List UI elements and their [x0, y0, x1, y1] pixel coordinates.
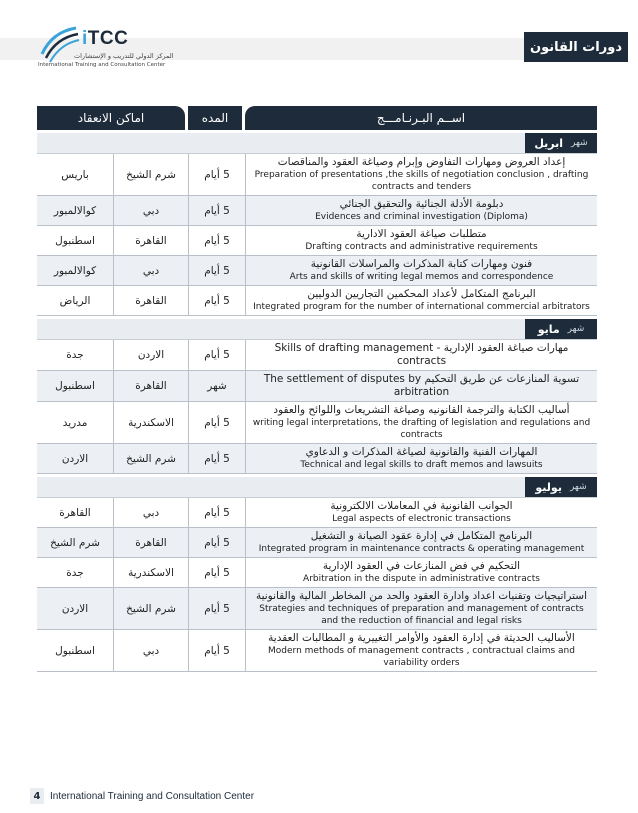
duration-cell: 5 أيام — [188, 154, 245, 195]
table-row — [37, 402, 597, 444]
program-name-ar: فنون ومهارات كتابة المذكرات والمراسلات القانونية — [310, 258, 533, 270]
program-name-ar: البرنامج المتكامل لأعداد المحكمين التجاريين الدوليين — [307, 288, 536, 300]
program-name-ar: تسوية المنازعات عن طريق التحكيم The settlement of disputes by arbitration — [263, 373, 580, 398]
table-row — [37, 498, 597, 528]
month-name: مايو — [537, 322, 560, 336]
program-name-ar: أساليب الكتابة والترجمة القانونيه وصياغة التشريعات واللوائح والعقود — [273, 404, 570, 416]
header-duration: المده — [188, 106, 242, 130]
program-name-en: Arts and skills of writing legal memos and correspondence — [289, 272, 554, 282]
logo-english-name: International Training and Consultation Center — [38, 62, 166, 68]
country-cell: الاردن — [61, 452, 89, 465]
program-cell — [245, 558, 597, 587]
logo-arabic-name: المركز الدولي للتدريب و الإستشارات — [74, 52, 174, 60]
program-name-ar: استراتيجيات وتقنيات اعداد وادارة العقود والحد من المخاطر المالية والقانونية — [255, 590, 588, 602]
table-row — [37, 286, 597, 316]
table-row — [37, 154, 597, 196]
program-name-ar: التحكيم في فض المنازعات في العقود الإدارية — [322, 560, 521, 572]
program-name-ar: متطلبات صياغة العقود الادارية — [356, 228, 487, 240]
program-name-ar: المهارات الفنية والقانونية لصياغة المذكرات و الدعاوي — [305, 446, 538, 458]
duration-cell: 5 أيام — [188, 444, 245, 473]
duration-cell: 5 أيام — [188, 402, 245, 443]
program-name-ar: الأساليب الحديثة في إدارة العقود والأوامر التغييرية و المطالبات العقدية — [268, 632, 575, 644]
country-cell: الرياض — [59, 294, 91, 307]
logo — [38, 22, 172, 70]
footer-text: International Training and Consultation Center — [50, 790, 255, 802]
country-cell: اسطنبول — [55, 380, 95, 392]
city-cell: شرم الشيخ — [113, 588, 188, 629]
program-name-en: Drafting contracts and administrative requirements — [305, 242, 538, 252]
program-cell — [245, 196, 597, 225]
month-tag — [525, 319, 597, 339]
country-cell: الاردن — [61, 602, 89, 615]
table-header — [37, 106, 597, 130]
city-cell: شرم الشيخ — [113, 444, 188, 473]
program-name-en: Integrated program in maintenance contracts & operating management — [258, 544, 585, 554]
header-program: اســم البـرنـامـــج — [245, 106, 597, 130]
table-row — [37, 558, 597, 588]
program-cell — [245, 528, 597, 557]
country-cell: اسطنبول — [55, 234, 95, 247]
city-cell: شرم الشيخ — [113, 154, 188, 195]
table-row — [37, 588, 597, 630]
program-cell — [245, 226, 597, 255]
month-row — [37, 319, 597, 340]
city-cell: دبي — [113, 498, 188, 527]
page-number: 4 — [30, 788, 44, 804]
country-cell: جدة — [66, 566, 84, 579]
duration-cell: 5 أيام — [188, 630, 245, 671]
header-locations: اماكن الانعقاد — [37, 106, 185, 130]
program-name-en: Arbitration in the dispute in administrative contracts — [303, 574, 540, 584]
month-word: شهر — [571, 138, 588, 148]
duration-cell: 5 أيام — [188, 528, 245, 557]
program-cell — [245, 256, 597, 285]
page-title: دورات القانون — [524, 32, 628, 62]
table-row — [37, 371, 597, 402]
table-row — [37, 630, 597, 672]
country-cell: القاهرة — [59, 506, 91, 519]
duration-cell: 5 أيام — [188, 498, 245, 527]
program-name-en: Preparation of presentations ,the skills of negotiation conclusion , drafting contracts and tenders — [254, 170, 589, 192]
month-word: شهر — [567, 324, 585, 334]
program-name-en: Evidences and criminal investigation (Diploma) — [315, 212, 528, 222]
table-row — [37, 444, 597, 474]
city-cell: الاسكندرية — [113, 558, 188, 587]
table-row — [37, 340, 597, 371]
duration-cell: 5 أيام — [188, 558, 245, 587]
courses-table — [37, 106, 597, 672]
month-row — [37, 477, 597, 498]
city-cell: دبي — [113, 256, 188, 285]
duration-cell: 5 أيام — [188, 196, 245, 225]
month-tag — [525, 477, 597, 497]
program-name-en: Technical and legal skills to draft memos and lawsuits — [300, 460, 543, 470]
program-name-en: Legal aspects of electronic transactions — [332, 514, 511, 524]
city-cell: القاهرة — [113, 226, 188, 255]
program-name-en: Modern methods of management contracts , contractual claims and variability orders — [268, 646, 575, 668]
city-cell: دبي — [113, 196, 188, 225]
country-cell: اسطنبول — [55, 644, 95, 657]
duration-cell: 5 أيام — [188, 256, 245, 285]
duration-cell: 5 أيام — [188, 226, 245, 255]
program-name-ar: الجوانب القانونية في المعاملات الالكترونية — [330, 500, 513, 512]
month-name: يوليو — [535, 480, 562, 494]
program-cell — [245, 371, 597, 401]
city-cell: القاهرة — [113, 528, 188, 557]
program-name-en: Integrated program for the number of international commercial arbitrators — [253, 302, 590, 312]
table-row — [37, 256, 597, 286]
month-word: شهر — [569, 482, 587, 492]
table-row — [37, 196, 597, 226]
country-cell: كوالالمبور — [53, 264, 97, 277]
program-cell — [245, 498, 597, 527]
city-cell: الاسكندرية — [113, 402, 188, 443]
table-body — [37, 133, 597, 672]
logo-wordmark: iTCC — [82, 28, 129, 49]
duration-cell: شهر — [188, 371, 245, 401]
program-cell — [245, 444, 597, 473]
country-cell: جدة — [66, 349, 84, 361]
program-name-ar: البرنامج المتكامل في إدارة عقود الصيانة و التشغيل — [310, 530, 533, 542]
city-cell: الاردن — [113, 340, 188, 370]
program-cell — [245, 588, 597, 629]
city-cell: دبي — [113, 630, 188, 671]
month-name: ابريل — [534, 136, 564, 150]
duration-cell: 5 أيام — [188, 286, 245, 315]
program-cell — [245, 402, 597, 443]
month-tag — [525, 133, 597, 153]
program-name-en: writing legal interpretations, the drafting of legislation and regulations and contracts — [252, 418, 591, 440]
program-cell — [245, 286, 597, 315]
program-cell — [245, 630, 597, 671]
country-cell: شرم الشيخ — [50, 536, 100, 549]
duration-cell: 5 أيام — [188, 340, 245, 370]
month-row — [37, 133, 597, 154]
footer — [30, 788, 254, 804]
table-row — [37, 226, 597, 256]
program-name-ar: مهارات صياغة العقود الإدارية - Skills of drafting management contracts — [274, 342, 569, 367]
city-cell: القاهرة — [113, 371, 188, 401]
program-name-ar: دبلومة الأدلة الجنائية والتحقيق الجنائي — [339, 198, 504, 210]
duration-cell: 5 أيام — [188, 588, 245, 629]
country-cell: كوالالمبور — [53, 204, 97, 217]
country-cell: مدريد — [62, 416, 88, 429]
country-cell: باريس — [61, 168, 89, 181]
program-cell — [245, 154, 597, 195]
table-row — [37, 528, 597, 558]
program-name-en: Strategies and techniques of preparation and management of contracts and the reduction of financial and legal risks — [259, 604, 584, 626]
city-cell: القاهرة — [113, 286, 188, 315]
program-name-ar: إعداد العروض ومهارات التفاوض وإبرام وصياغة العقود والمناقصات — [277, 156, 566, 168]
program-cell — [245, 340, 597, 370]
